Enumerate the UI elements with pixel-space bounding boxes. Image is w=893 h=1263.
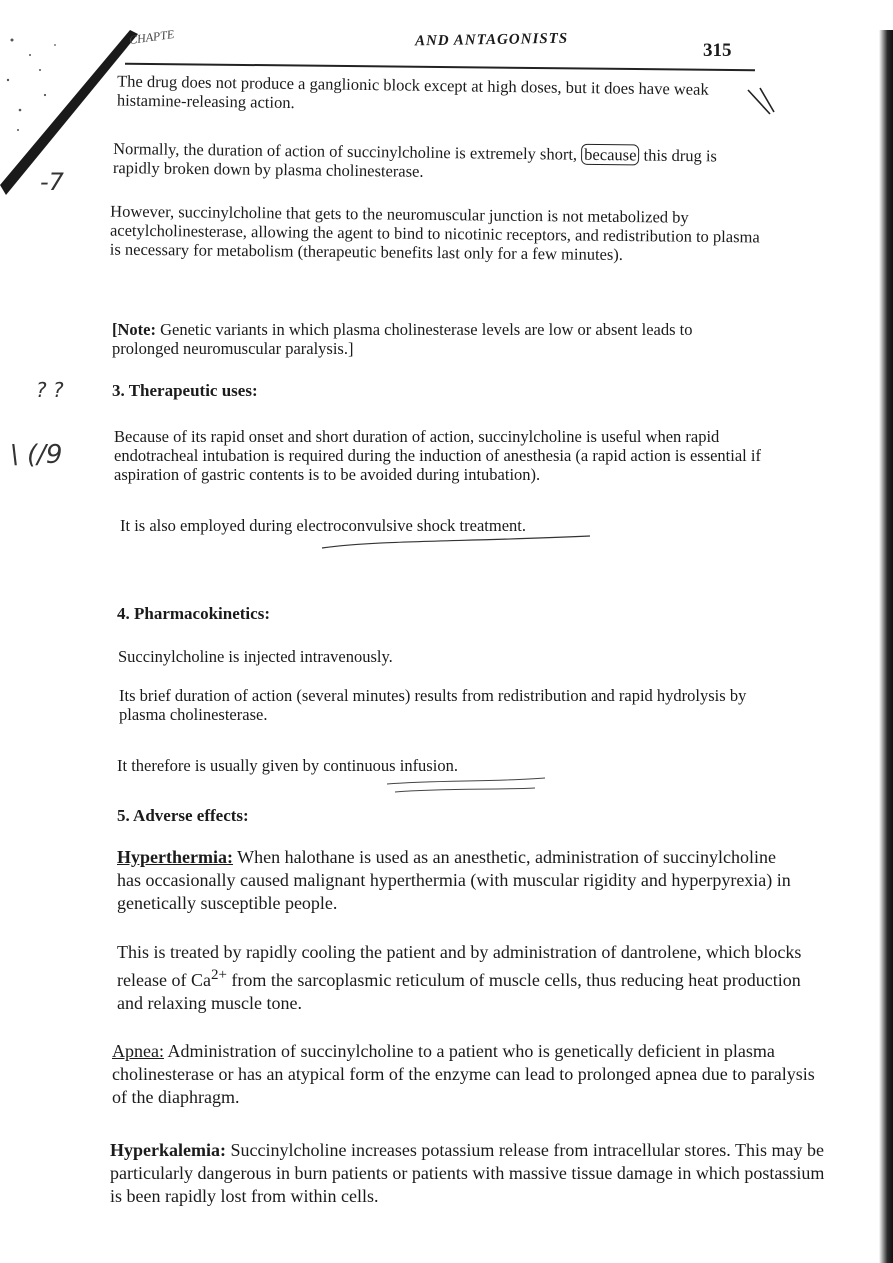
heading-pharmacokinetics: 4. Pharmacokinetics: [117, 604, 270, 623]
header-rule [125, 63, 755, 72]
page-header [125, 28, 755, 72]
header-title: AND ANTAGONISTS [414, 30, 569, 50]
hyperthermia-label: Hyperthermia: [117, 847, 233, 867]
paragraph-infusion: It therefore is usually given by continuous infusion. [117, 756, 458, 775]
apnea-text: Administration of succinylcholine to a patient who is genetically deficient in plasma cholinesterase or has an atypical form of the enzyme can lead to prolonged apnea due to paralysis of the diaphragm. [112, 1041, 815, 1107]
apnea-label: Apnea: [112, 1041, 164, 1061]
paragraph-dantrolene [117, 941, 807, 1015]
circled-word: because [581, 144, 639, 166]
margin-mark-2: ? ? [36, 378, 64, 402]
duration-text-b: this drug is rapidly broken down by plasma cholinesterase. [112, 145, 718, 181]
pen-underline-electroconvulsive [320, 530, 600, 554]
pen-underline-infusion [385, 776, 555, 800]
paragraph-hyperthermia [117, 846, 802, 915]
treat-text-a: This is treated by rapidly cooling the patient and by administration of dantrolene, which blocks release of Ca [117, 942, 802, 990]
hyperkalemia-label: Hyperkalemia: [110, 1140, 226, 1160]
margin-mark-1: -7 [40, 168, 64, 196]
margin-mark-3: \ (/9 [10, 440, 63, 470]
note-label: [Note: [112, 320, 156, 339]
paragraph-hyperkalemia [110, 1139, 825, 1208]
hyperthermia-text: When halothane is used as an anesthetic, administration of succinylcholine has occasionally caused malignant hyperthermia (with muscular rigidity and hyperpyrexia) in genetically susceptible people. [117, 847, 791, 913]
pen-check-mark [740, 82, 780, 122]
page-number: 315 [703, 40, 732, 61]
paragraph-duration [113, 139, 763, 185]
treat-text-b: from the sarcoplasmic reticulum of muscle cells, thus reducing heat production and relaxing muscle tone. [117, 970, 801, 1013]
paragraph-therapeutic: Because of its rapid onset and short duration of action, succinylcholine is useful when rapid endotracheal intubation is required during the induction of anesthesia (a rapid action is essential if aspiration of gastric contents is to be avoided during intubation). [114, 427, 761, 484]
header-chapter: CHAPTE [128, 26, 176, 48]
paragraph-metabolism: However, succinylcholine that gets to the neuromuscular junction is not metabolized by acetylcholinesterase, allowing the agent to bind to nicotinic receptors, and redistribution to plasma is necessary for metabolism (therapeutic benefits last only for a few minutes). [109, 201, 760, 264]
scan-shadow-right [879, 30, 893, 1263]
duration-text-a: Normally, the duration of action of succinylcholine is extremely short, [113, 139, 582, 164]
paragraph-injected: Succinylcholine is injected intravenously. [118, 647, 393, 666]
paragraph-apnea [112, 1040, 817, 1109]
paragraph-note [112, 320, 762, 358]
heading-therapeutic-uses: 3. Therapeutic uses: [112, 381, 258, 400]
paragraph-ganglionic: The drug does not produce a ganglionic block except at high doses, but it does have weak histamine-releasing action. [116, 71, 709, 113]
hyperkalemia-text: Succinylcholine increases potassium release from intracellular stores. This may be particularly dangerous in burn patients or patients with massive tissue damage in which postassium is been rapidly lost from within cells. [110, 1140, 825, 1206]
heading-adverse-effects: 5. Adverse effects: [117, 806, 249, 825]
paragraph-brief-duration: Its brief duration of action (several minutes) results from redistribution and rapid hydrolysis by plasma cholinesterase. [119, 686, 747, 724]
paragraph-electroconvulsive: It is also employed during electroconvulsive shock treatment. [120, 516, 526, 535]
note-text: Genetic variants in which plasma cholinesterase levels are low or absent leads to prolonged neuromuscular paralysis.] [112, 320, 693, 358]
calcium-superscript: 2+ [210, 967, 227, 983]
